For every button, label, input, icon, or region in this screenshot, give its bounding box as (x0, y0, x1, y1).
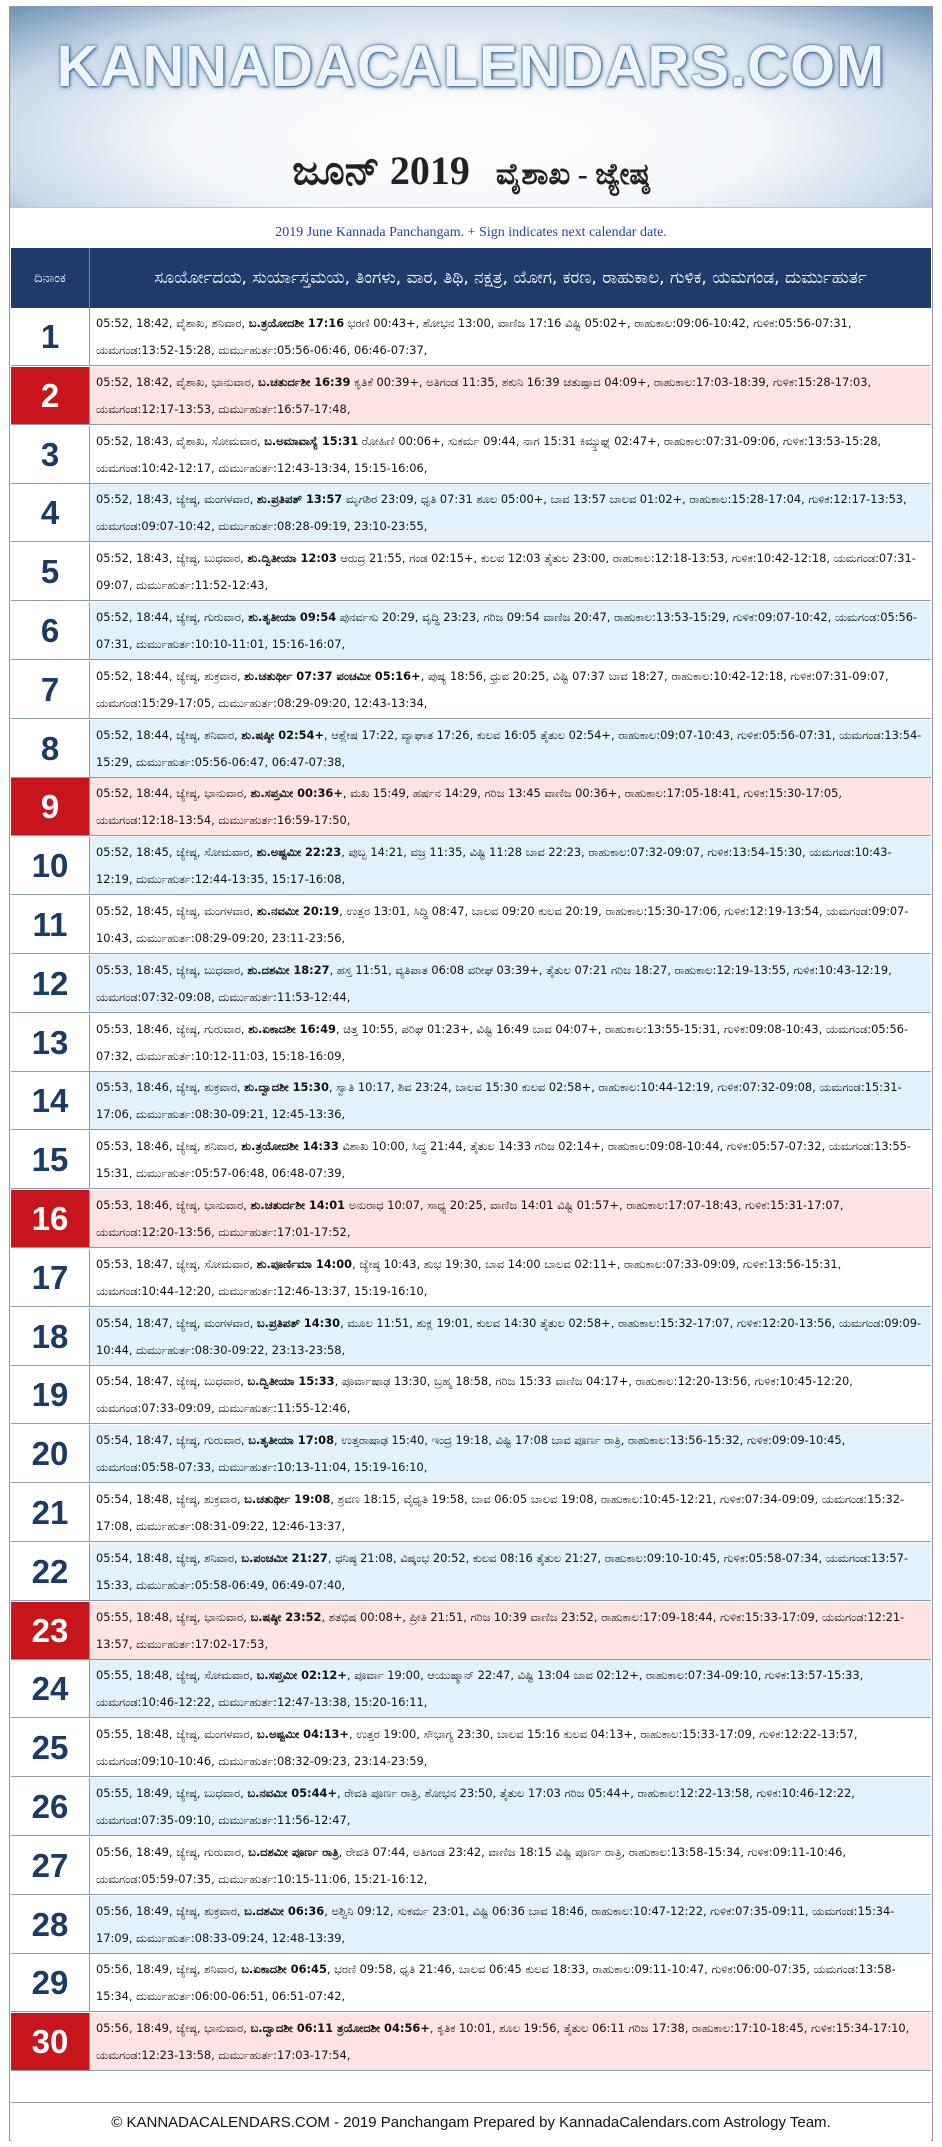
date-number: 21 (11, 1484, 90, 1541)
tithi: ಬ.ನವಮೀ 05:44+ (247, 1786, 338, 1800)
day-details-prefix: 05:55, 18:48, ಜ್ಯೇಷ್ಠ, ಭಾನುವಾರ, (96, 1610, 251, 1624)
date-number: 11 (11, 896, 90, 953)
day-details-rest: , ರೇವತಿ ಪೂರ್ಣ ರಾತ್ರಿ, ಶೋಭನ 23:50, ತೈತುಲ 17:03 ಗರಿಜ 05:44+, ರಾಹುಕಾಲ:12:22-13:58, ಗುಳಿಕ:10:46-12:22, ಯಮಗಂಡ:07:35-09:10, ದುರ್ಮುಹುರ್ತ:11:56-12:47, (96, 1786, 855, 1827)
day-details-prefix: 05:53, 18:46, ಜ್ಯೇಷ್ಠ, ಗುರುವಾರ, (96, 1022, 249, 1036)
tithi: ಶು.ದ್ವಿತೀಯಾ 12:03 (247, 551, 337, 565)
day-details-rest: , ಪುಷ್ಯ 18:56, ಧ್ರುವ 20:25, ವಿಷ್ಟಿ 07:37 ಬಾವ 18:27, ರಾಹುಕಾಲ:10:42-12:18, ಗುಳಿಕ:07:31-09:07, ಯಮಗಂಡ:15:29-17:05, ದುರ್ಮುಹುರ್ತ:08:29-09:20, 12:43-13:34, (96, 669, 889, 710)
day-details-prefix: 05:54, 18:47, ಜ್ಯೇಷ್ಠ, ಗುರುವಾರ, (96, 1433, 249, 1447)
day-details-prefix: 05:53, 18:46, ಜ್ಯೇಷ್ಠ, ಭಾನುವಾರ, (96, 1198, 251, 1212)
day-details (90, 955, 931, 1012)
tithi: ಶು.ಪೂರ್ಣಿಮಾ 14:00 (256, 1257, 353, 1271)
day-details-rest: , ಚಿತ್ತ 10:55, ಪರಿಘ 01:23+, ವಿಷ್ಟಿ 16:49 ಬಾವ 04:07+, ರಾಹುಕಾಲ:13:55-15:31, ಗುಳಿಕ:09:08-10:43, ಯಮಗಂಡ:05:56-07:32, ದುರ್ಮುಹುರ್ತ:10:12-11:03, 15:18-16:09, (96, 1022, 909, 1063)
day-details (90, 1131, 931, 1188)
day-details-rest: , ಕೃತಿಕ 10:01, ಶೂಲ 19:56, ತೈತುಲ 06:11 ಗರಿಜ 17:38, ರಾಹುಕಾಲ:17:10-18:45, ಗುಳಿಕ:15:34-17:10, ಯಮಗಂಡ:12:23-13:58, ದುರ್ಮುಹುರ್ತ:17:03-17:54, (96, 2021, 910, 2062)
day-details-prefix: 05:52, 18:42, ವೈಶಾಖ, ಶನಿವಾರ, (96, 316, 249, 330)
date-number: 15 (11, 1131, 90, 1188)
table-row (11, 1249, 931, 1307)
day-details-prefix: 05:53, 18:47, ಜ್ಯೇಷ್ಠ, ಸೋಮವಾರ, (96, 1257, 257, 1271)
day-details-prefix: 05:53, 18:45, ಜ್ಯೇಷ್ಠ, ಬುಧವಾರ, (96, 963, 248, 977)
tithi: ಶು.ಷಷ್ಠೀ 02:54+ (241, 728, 324, 742)
date-number: 9 (11, 778, 90, 835)
day-details (90, 543, 931, 600)
table-row (11, 308, 931, 366)
date-number: 19 (11, 1366, 90, 1423)
day-details-rest: , ರೇವತಿ 07:44, ಅತಿಗಂಡ 23:42, ವಾಣಿಜ 18:15 ವಿಷ್ಟಿ ಪೂರ್ಣ ರಾತ್ರಿ, ರಾಹುಕಾಲ:13:58-15:34, ಗುಳಿಕ:09:11-10:46, ಯಮಗಂಡ:05:59-07:35, ದುರ್ಮುಹುರ್ತ:10:15-11:06, 15:21-16:12, (96, 1845, 847, 1886)
day-details-prefix: 05:56, 18:49, ಜ್ಯೇಷ್ಠ, ಗುರುವಾರ, (96, 1845, 249, 1859)
day-details-rest: , ಭರಣಿ 09:58, ಧೃತಿ 21:46, ಬಾಲವ 06:45 ಕುಲವ 18:33, ರಾಹುಕಾಲ:09:11-10:47, ಗುಳಿಕ:06:00-07:35, ಯಮಗಂಡ:13:58-15:34, ದುರ್ಮುಹುರ್ತ:06:00-06:51, 06:51-07:42, (96, 1962, 896, 2003)
day-details-prefix: 05:52, 18:45, ಜ್ಯೇಷ್ಠ, ಸೋಮವಾರ, (96, 845, 257, 859)
date-number: 20 (11, 1425, 90, 1482)
day-details-rest: , ಉತ್ತರ 19:00, ಸೌಭಾಗ್ಯ 23:30, ಬಾಲವ 15:16 ಕುಲವ 04:13+, ರಾಹುಕಾಲ:15:33-17:09, ಗುಳಿಕ:12:22-13:57, ಯಮಗಂಡ:09:10-10:46, ದುರ್ಮುಹುರ್ತ:08:32-09:23, 23:14-23:59, (96, 1727, 858, 1768)
day-details (90, 1072, 931, 1129)
tithi: ಬ.ಷಷ್ಠೀ 23:52 (250, 1610, 322, 1624)
day-details-rest: , ಪೂರ್ವಾಷಾಢ 13:30, ಬ್ರಹ್ಮ 18:58, ಗರಿಜ 15:33 ವಾಣಿಜ 04:17+, ರಾಹುಕಾಲ:12:20-13:56, ಗುಳಿಕ:10:45-12:20, ಯಮಗಂಡ:07:33-09:09, ದುರ್ಮುಹುರ್ತ:11:55-12:46, (96, 1374, 853, 1415)
day-details (90, 1778, 931, 1835)
date-number: 18 (11, 1308, 90, 1365)
day-details-prefix: 05:54, 18:47, ಜ್ಯೇಷ್ಠ, ಮಂಗಳವಾರ, (96, 1316, 257, 1330)
date-number: 10 (11, 837, 90, 894)
day-details-prefix: 05:53, 18:46, ಜ್ಯೇಷ್ಠ, ಶನಿವಾರ, (96, 1139, 242, 1153)
date-number: 4 (11, 484, 90, 541)
day-details-rest: ಮೃಗಶಿರ 23:09, ಧೃತಿ 07:31 ಶೂಲ 05:00+, ಬಾವ 13:57 ಬಾಲವ 01:02+, ರಾಹುಕಾಲ:15:28-17:04, ಗುಳಿಕ:12:17-13:53, ಯಮಗಂಡ:09:07-10:42, ದುರ್ಮುಹುರ್ತ:08:28-09:19, 23:10-23:55, (96, 492, 907, 533)
day-details-rest: , ಶ್ರವಣ 18:15, ವೈಧೃತಿ 19:58, ಬಾವ 06:05 ಬಾಲವ 19:08, ರಾಹುಕಾಲ:10:45-12:21, ಗುಳಿಕ:07:34-09:09, ಯಮಗಂಡ:15:32-17:08, ದುರ್ಮುಹುರ್ತ:08:31-09:22, 12:46-13:37, (96, 1492, 905, 1533)
day-details-prefix: 05:54, 18:48, ಜ್ಯೇಷ್ಠ, ಶನಿವಾರ, (96, 1551, 242, 1565)
month-name: ಜೂನ್ (292, 148, 380, 193)
day-details (90, 1602, 931, 1659)
table-row (11, 955, 931, 1013)
day-details (90, 484, 931, 541)
day-details-prefix: 05:54, 18:48, ಜ್ಯೇಷ್ಠ, ಶುಕ್ರವಾರ, (96, 1492, 245, 1506)
column-header-date: ದಿನಾಂಕ (11, 248, 90, 308)
subtitle: 2019 June Kannada Panchangam. + Sign indicates next calendar date. (275, 225, 667, 240)
day-details-rest: ವಿಶಾಖ 10:00, ಸಿದ್ಧ 21:44, ತೈತುಲ 14:33 ಗರಿಜ 02:14+, ರಾಹುಕಾಲ:09:08-10:44, ಗುಳಿಕ:05:57-07:32, ಯಮಗಂಡ:13:55-15:31, ದುರ್ಮುಹುರ್ತ:05:57-06:48, 06:48-07:39, (96, 1139, 912, 1180)
day-details-rest: , ಪೂರ್ವಾ 19:00, ಆಯುಷ್ಮಾನ್ 22:47, ವಿಷ್ಟಿ 13:04 ಬಾವ 02:12+, ರಾಹುಕಾಲ:07:34-09:10, ಗುಳಿಕ:13:57-15:33, ಯಮಗಂಡ:10:46-12:22, ದುರ್ಮುಹುರ್ತ:12:47-13:38, 15:20-16:11, (96, 1668, 864, 1709)
day-details-prefix: 05:53, 18:46, ಜ್ಯೇಷ್ಠ, ಶುಕ್ರವಾರ, (96, 1080, 245, 1094)
day-details (90, 1249, 931, 1306)
date-number: 7 (11, 661, 90, 718)
table-row (11, 426, 931, 484)
date-number: 27 (11, 1837, 90, 1894)
table-row (11, 1131, 931, 1189)
date-number: 13 (11, 1014, 90, 1071)
day-details-rest: , ಮಖ 15:49, ಹರ್ಷನ 14:29, ಗರಿಜ 13:45 ವಾಣಿಜ 00:36+, ರಾಹುಕಾಲ:17:05-18:41, ಗುಳಿಕ:15:30-17:05, ಯಮಗಂಡ:12:18-13:54, ದುರ್ಮುಹುರ್ತ:16:59-17:50, (96, 786, 842, 827)
table-row (11, 778, 931, 836)
table-row (11, 1014, 931, 1072)
tithi: ಶು.ಏಕಾದಶೀ 16:49 (248, 1022, 336, 1036)
date-number: 5 (11, 543, 90, 600)
day-details (90, 896, 931, 953)
table-row (11, 1954, 931, 2012)
day-details (90, 720, 931, 777)
day-details-rest: ಭರಣಿ 00:43+, ಶೋಭನ 13:00, ವಾಣಿಜ 17:16 ವಿಷ್ಟಿ 05:02+, ರಾಹುಕಾಲ:09:06-10:42, ಗುಳಿಕ:05:56-07:31, ಯಮಗಂಡ:13:52-15:28, ದುರ್ಮುಹುರ್ತ:05:56-06:46, 06:46-07:37, (96, 316, 852, 357)
date-number: 28 (11, 1896, 90, 1953)
tithi: ಬ.ಏಕಾದಶೀ 06:45 (241, 1962, 327, 1976)
day-details (90, 367, 931, 424)
day-details (90, 837, 931, 894)
table-row (11, 661, 931, 719)
lunar-months: ವೈಶಾಖ - ಜ್ಯೇಷ್ಠ (495, 158, 650, 191)
table-row (11, 837, 931, 895)
day-details-rest: ಕೃತಿಕೆ 00:39+, ಅತಿಗಂಡ 11:35, ಶಕುನಿ 16:39 ಚತುಷ್ಪಾದ 04:09+, ರಾಹುಕಾಲ:17:03-18:39, ಗುಳಿಕ:15:28-17:03, ಯಮಗಂಡ:12:17-13:53, ದುರ್ಮುಹುರ್ತ:16:57-17:48, (96, 375, 872, 416)
day-details-prefix: 05:52, 18:44, ಜ್ಯೇಷ್ಠ, ಶನಿವಾರ, (96, 728, 242, 742)
table-row (11, 896, 931, 954)
tithi: ಬ.ದ್ವಾದಶೀ 06:11 ತ್ರಯೋದಶೀ 04:56+ (250, 2021, 430, 2035)
table-row (11, 1602, 931, 1660)
day-details (90, 1896, 931, 1953)
tithi: ಬ.ಚತುರ್ಥೀ 19:08 (244, 1492, 331, 1506)
table-row (11, 2013, 931, 2071)
tithi: ಬ.ದಶಮೀ ಪೂರ್ಣ ರಾತ್ರಿ (248, 1845, 339, 1859)
day-details (90, 2013, 931, 2070)
table-row (11, 602, 931, 660)
day-details-rest: , ಅಶ್ವಿನಿ 09:12, ಸುಕರ್ಮ 23:01, ವಿಷ್ಟಿ 06:36 ಬಾವ 18:46, ರಾಹುಕಾಲ:10:47-12:22, ಗುಳಿಕ:07:35-09:11, ಯಮಗಂಡ:15:34-17:09, ದುರ್ಮುಹುರ್ತ:08:33-09:24, 12:48-13:39, (96, 1904, 895, 1945)
day-details (90, 661, 931, 718)
table-row (11, 1543, 931, 1601)
day-details (90, 778, 931, 835)
day-details-rest: , ಉತ್ತರ 13:01, ಸಿದ್ಧಿ 08:47, ಬಾಲವ 09:20 ಕುಲವ 20:19, ರಾಹುಕಾಲ:15:30-17:06, ಗುಳಿಕ:12:19-13:54, ಯಮಗಂಡ:09:07-10:43, ದುರ್ಮುಹುರ್ತ:08:29-09:20, 23:11-23:56, (96, 904, 909, 945)
tithi: ಶು.ತ್ರಯೋದಶೀ 14:33 (241, 1139, 339, 1153)
day-details (90, 1660, 931, 1717)
day-details (90, 1484, 931, 1541)
tithi: ಶು.ಚತುರ್ಥೀ 07:37 ಪಂಚಮೀ 05:16+ (244, 669, 421, 683)
tithi: ಬ.ಅಷ್ಟಮೀ 04:13+ (256, 1727, 349, 1741)
day-details-prefix: 05:52, 18:44, ಜ್ಯೇಷ್ಠ, ಗುರುವಾರ, (96, 610, 249, 624)
day-details (90, 1425, 931, 1482)
day-details-prefix: 05:52, 18:43, ಜ್ಯೇಷ್ಠ, ಮಂಗಳವಾರ, (96, 492, 257, 506)
day-details (90, 1954, 931, 2011)
tithi: ಬ.ಅಮಾವಾಸ್ಯೆ 15:31 (264, 434, 359, 448)
day-details (90, 1719, 931, 1776)
day-details (90, 602, 931, 659)
date-number: 30 (11, 2013, 90, 2070)
tithi: ಶು.ಪ್ರತಿಪತ್ 13:57 (256, 492, 343, 506)
table-row (11, 1425, 931, 1483)
tithi: ಶು.ನವಮೀ 20:19 (256, 904, 340, 918)
table-row (11, 1778, 931, 1836)
day-details-prefix: 05:56, 18:49, ಜ್ಯೇಷ್ಠ, ಭಾನುವಾರ, (96, 2021, 251, 2035)
day-details-rest: , ಧನಿಷ್ಠ 21:08, ವಿಷ್ಕಂಭ 20:52, ಕುಲವ 08:16 ತೈತುಲ 21:27, ರಾಹುಕಾಲ:09:10-10:45, ಗುಳಿಕ:05:58-07:34, ಯಮಗಂಡ:13:57-15:33, ದುರ್ಮುಹುರ್ತ:05:58-06:49, 06:49-07:40, (96, 1551, 908, 1592)
tithi: ಶು.ತೃತೀಯಾ 09:54 (248, 610, 337, 624)
table-row (11, 1660, 931, 1718)
table-row (11, 484, 931, 542)
day-details-prefix: 05:52, 18:42, ವೈಶಾಖ, ಭಾನುವಾರ, (96, 375, 258, 389)
day-details-rest: ರೋಹಿಣಿ 00:06+, ಸುಕರ್ಮ 09:44, ನಾಗ 15:31 ಕಿಮ್ಸ್ತುಘ್ನ 02:47+, ರಾಹುಕಾಲ:07:31-09:06, ಗುಳಿಕ:13:53-15:28, ಯಮಗಂಡ:10:42-12:17, ದುರ್ಮುಹುರ್ತ:12:43-13:34, 15:15-16:06, (96, 434, 882, 475)
table-row (11, 1366, 931, 1424)
table-row (11, 1190, 931, 1248)
day-details-prefix: 05:52, 18:44, ಜ್ಯೇಷ್ಠ, ಭಾನುವಾರ, (96, 786, 251, 800)
day-details (90, 1014, 931, 1071)
table-row (11, 1484, 931, 1542)
tithi: ಬ.ಚತುರ್ದಶೀ 16:39 (257, 375, 351, 389)
day-details-rest: ಅನುರಾಧ 10:07, ಸಾಧ್ಯ 20:25, ವಾಣಿಜ 14:01 ವಿಷ್ಟಿ 01:57+, ರಾಹುಕಾಲ:17:07-18:43, ಗುಳಿಕ:15:31-17:07, ಯಮಗಂಡ:12:20-13:56, ದುರ್ಮುಹುರ್ತ:17:01-17:52, (96, 1198, 844, 1239)
date-number: 6 (11, 602, 90, 659)
day-details-prefix: 05:52, 18:44, ಜ್ಯೇಷ್ಠ, ಶುಕ್ರವಾರ, (96, 669, 245, 683)
tithi: ಬ.ದಶಮೀ 06:36 (244, 1904, 325, 1918)
tithi: ಬ.ತ್ರಯೋದಶೀ 17:16 (248, 316, 345, 330)
day-details-rest: , ಮೂಲ 11:51, ಶುಕ್ಲ 19:01, ಕುಲವ 14:30 ತೈತುಲ 02:58+, ರಾಹುಕಾಲ:15:32-17:07, ಗುಳಿಕ:12:20-13:56, ಯಮಗಂಡ:09:09-10:44, ದುರ್ಮುಹುರ್ತ:08:30-09:22, 23:13-23:58, (96, 1316, 922, 1357)
day-details-prefix: 05:55, 18:48, ಜ್ಯೇಷ್ಠ, ಸೋಮವಾರ, (96, 1668, 257, 1682)
date-number: 22 (11, 1543, 90, 1600)
site-title[interactable]: KANNADACALENDARS.COM (56, 34, 886, 99)
day-details-rest: , ಆಶ್ಲೇಷ 17:22, ವ್ಯಾಘಾತ 17:26, ಕುಲವ 16:05 ತೈತುಲ 02:54+, ರಾಹುಕಾಲ:09:07-10:43, ಗುಳಿಕ:05:56-07:31, ಯಮಗಂಡ:13:54-15:29, ದುರ್ಮುಹುರ್ತ:05:56-06:47, 06:47-07:38, (96, 728, 922, 769)
page-frame (9, 6, 933, 2141)
tithi: ಬ.ದ್ವಿತೀಯಾ 15:33 (247, 1374, 335, 1388)
day-details-prefix: 05:56, 18:49, ಜ್ಯೇಷ್ಠ, ಶನಿವಾರ, (96, 1962, 242, 1976)
day-details-rest: , ಹಸ್ತ 11:51, ವ್ಯತಿಪಾತ 06:08 ವರೀಘ 03:39+, ತೈತುಲ 07:21 ಗರಿಜ 18:27, ರಾಹುಕಾಲ:12:19-13:55, ಗುಳಿಕ:10:43-12:19, ಯಮಗಂಡ:07:32-09:08, ದುರ್ಮುಹುರ್ತ:11:53-12:44, (96, 963, 892, 1004)
date-number: 16 (11, 1190, 90, 1247)
day-details-rest: , ಉತ್ತರಾಷಾಢ 15:40, ಇಂದ್ರ 19:18, ವಿಷ್ಟಿ 17:08 ಬಾವ ಪೂರ್ಣ ರಾತ್ರಿ, ರಾಹುಕಾಲ:13:56-15:32, ಗುಳಿಕ:09:09-10:45, ಯಮಗಂಡ:05:58-07:33, ದುರ್ಮುಹುರ್ತ:10:13-11:04, 15:19-16:10, (96, 1433, 846, 1474)
tithi: ಬ.ಸಪ್ತಮೀ 02:12+ (256, 1668, 347, 1682)
day-details-prefix: 05:52, 18:43, ಜ್ಯೇಷ್ಠ, ಬುಧವಾರ, (96, 551, 248, 565)
tithi: ಶು.ದ್ವಾದಶೀ 15:30 (244, 1080, 329, 1094)
date-number: 12 (11, 955, 90, 1012)
tithi: ಬ.ಪ್ರತಿಪತ್ 14:30 (256, 1316, 341, 1330)
tithi: ಶು.ದಶಮೀ 18:27 (247, 963, 330, 977)
table-row (11, 1072, 931, 1130)
date-number: 1 (11, 308, 90, 365)
month-title (10, 147, 932, 194)
date-number: 23 (11, 1602, 90, 1659)
day-details-rest: ಆರುದ್ರ 21:55, ಗಂಡ 02:15+, ಕುಲವ 12:03 ತೈತುಲ 23:00, ರಾಹುಕಾಲ:12:18-13:53, ಗುಳಿಕ:10:42-12:18, ಯಮಗಂಡ:07:31-09:07, ದುರ್ಮುಹುರ್ತ:11:52-12:43, (96, 551, 916, 592)
date-number: 2 (11, 367, 90, 424)
tithi: ಶು.ಅಷ್ಟಮೀ 22:23 (256, 845, 342, 859)
table-row (11, 367, 931, 425)
day-details (90, 426, 931, 483)
day-details-rest: , ಜ್ಯೇಷ್ಠ 10:43, ಶುಭ 19:30, ಬಾವ 14:00 ಬಾಲವ 02:11+, ರಾಹುಕಾಲ:07:33-09:09, ಗುಳಿಕ:13:56-15:31, ಯಮಗಂಡ:10:44-12:20, ದುರ್ಮುಹುರ್ತ:12:46-13:37, 15:19-16:10, (96, 1257, 842, 1298)
day-details-prefix: 05:52, 18:43, ವೈಶಾಖ, ಸೋಮವಾರ, (96, 434, 265, 448)
date-number: 14 (11, 1072, 90, 1129)
day-details-prefix: 05:55, 18:49, ಜ್ಯೇಷ್ಠ, ಬುಧವಾರ, (96, 1786, 248, 1800)
day-details (90, 1837, 931, 1894)
table-row (11, 1719, 931, 1777)
date-number: 24 (11, 1660, 90, 1717)
date-number: 3 (11, 426, 90, 483)
column-header-details: ಸೂರ್ಯೋದಯ, ಸುರ್ಯಾಸ್ತಮಯ, ತಿಂಗಳು, ವಾರ, ತಿಥಿ, ನಕ್ಷತ್ರ, ಯೋಗ, ಕರಣ, ರಾಹುಕಾಲ, ಗುಳಿಕ, ಯಮಗಂಡ, ದುರ್ಮುಹುರ್ತ (154, 268, 867, 288)
day-details (90, 1308, 931, 1365)
day-details (90, 1543, 931, 1600)
table-row (11, 1896, 931, 1954)
header-banner (10, 7, 932, 208)
footer-credit: © KANNADACALENDARS.COM - 2019 Panchangam Prepared by KannadaCalendars.com Astrology Team. (11, 2102, 931, 2141)
day-details-prefix: 05:54, 18:47, ಜ್ಯೇಷ್ಠ, ಬುಧವಾರ, (96, 1374, 248, 1388)
date-number: 17 (11, 1249, 90, 1306)
table-row (11, 720, 931, 778)
year: 2019 (389, 148, 470, 193)
day-details (90, 308, 931, 365)
date-number: 29 (11, 1954, 90, 2011)
day-details-prefix: 05:52, 18:45, ಜ್ಯೇಷ್ಠ, ಮಂಗಳವಾರ, (96, 904, 257, 918)
day-details (90, 1190, 931, 1247)
day-details (90, 1366, 931, 1423)
date-number: 8 (11, 720, 90, 777)
day-details-rest: , ಶತಭಿಷ 00:08+, ಪ್ರೀತಿ 21:51, ಗರಿಜ 10:39 ವಾಣಿಜ 23:52, ರಾಹುಕಾಲ:17:09-18:44, ಗುಳಿಕ:15:33-17:09, ಯಮಗಂಡ:12:21-13:57, ದುರ್ಮುಹುರ್ತ:17:02-17:53, (96, 1610, 905, 1651)
table-row (11, 543, 931, 601)
tithi: ಬ.ಪಂಚಮೀ 21:27 (241, 1551, 328, 1565)
table-row (11, 1837, 931, 1895)
tithi: ಶು.ಚತುರ್ದಶೀ 14:01 (250, 1198, 346, 1212)
date-number: 25 (11, 1719, 90, 1776)
day-details-rest: , ಪುಬ್ಬ 14:21, ವಜ್ರ 11:35, ವಿಷ್ಟಿ 11:28 ಬಾವ 22:23, ರಾಹುಕಾಲ:07:32-09:07, ಗುಳಿಕ:13:54-15:30, ಯಮಗಂಡ:10:43-12:19, ದುರ್ಮುಹುರ್ತ:12:44-13:35, 15:17-16:08, (96, 845, 892, 886)
day-details-prefix: 05:55, 18:48, ಜ್ಯೇಷ್ಠ, ಮಂಗಳವಾರ, (96, 1727, 257, 1741)
date-number: 26 (11, 1778, 90, 1835)
table-header (11, 248, 931, 308)
tithi: ಬ.ತೃತೀಯಾ 17:08 (248, 1433, 335, 1447)
day-details-rest: ಪುನರ್ವಸು 20:29, ವೃದ್ಧಿ 23:23, ಗರಿಜ 09:54 ವಾಣಿಜ 20:47, ರಾಹುಕಾಲ:13:53-15:29, ಗುಳಿಕ:09:07-10:42, ಯಮಗಂಡ:05:56-07:31, ದುರ್ಮುಹುರ್ತ:10:10-11:01, 15:16-16:07, (96, 610, 918, 651)
table-row (11, 1308, 931, 1366)
day-details-prefix: 05:56, 18:49, ಜ್ಯೇಷ್ಠ, ಶುಕ್ರವಾರ, (96, 1904, 245, 1918)
tithi: ಶು.ಸಪ್ತಮೀ 00:36+ (250, 786, 343, 800)
day-details-rest: , ಸ್ವಾತಿ 10:17, ಶಿವ 23:24, ಬಾಲವ 15:30 ಕುಲವ 02:58+, ರಾಹುಕಾಲ:10:44-12:19, ಗುಳಿಕ:07:32-09:08, ಯಮಗಂಡ:15:31-17:06, ದುರ್ಮುಹುರ್ತ:08:30-09:21, 12:45-13:36, (96, 1080, 902, 1121)
